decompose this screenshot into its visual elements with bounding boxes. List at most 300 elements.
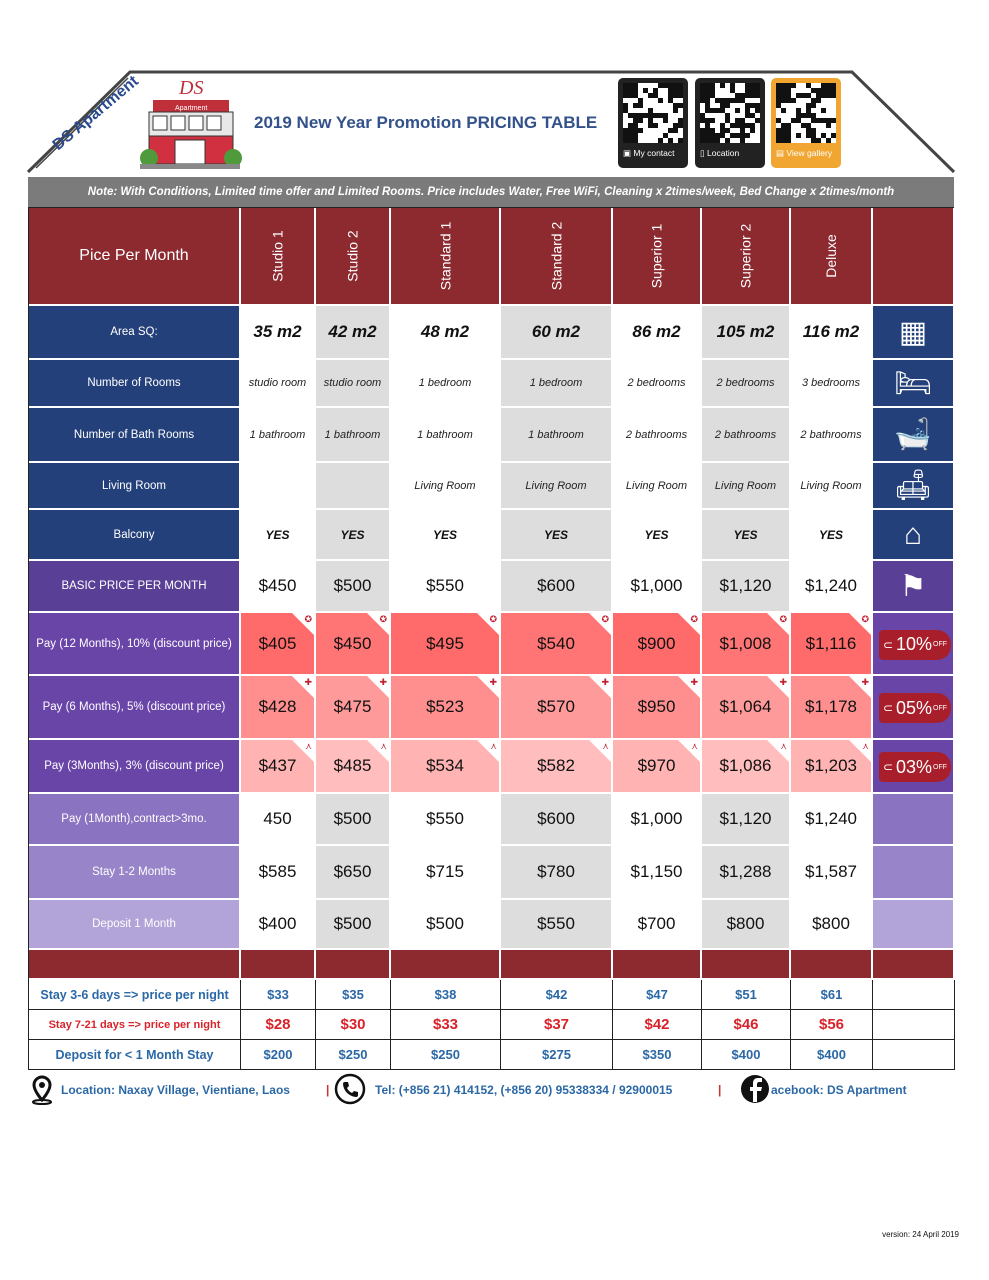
table-cell [613, 676, 702, 740]
corner-badge-icon: ✚ [849, 676, 871, 698]
facebook-icon[interactable] [740, 1074, 770, 1104]
cell-value: YES [733, 527, 758, 542]
table-cell [501, 794, 613, 846]
separator-band [791, 950, 873, 980]
cell-value: 35 m2 [253, 322, 302, 341]
cell-value: $400 [258, 914, 297, 933]
short-stay-value: $56 [791, 1010, 873, 1040]
cell-value: $1,178 [805, 697, 857, 716]
tag-hole-icon: ⊂ [882, 760, 894, 774]
corner-badge-icon: ⋏ [589, 740, 611, 762]
page-title: 2019 New Year Promotion PRICING TABLE [254, 113, 598, 132]
cell-value: $1,203 [805, 756, 857, 775]
table-cell [501, 463, 613, 510]
cell-value: $500 [333, 809, 372, 828]
qr-code-icon [776, 83, 836, 143]
cell-value: 2 bathrooms [714, 428, 777, 441]
cell-value: $1,288 [719, 862, 772, 881]
icon-cell [873, 794, 955, 846]
cell-value: $715 [426, 862, 464, 881]
short-stay-value: $33 [241, 980, 316, 1010]
phone-icon [334, 1073, 366, 1105]
cell-value: Living Room [414, 479, 476, 492]
corner-badge-icon: ✪ [589, 613, 611, 635]
separator-band [316, 950, 391, 980]
room-header [316, 208, 391, 306]
cell-value: 2 bedrooms [716, 377, 775, 389]
short-stay-label: Deposit for < 1 Month Stay [29, 1040, 241, 1070]
cell-value: $500 [426, 914, 464, 933]
balcony-icon: ⌂ [873, 510, 955, 561]
short-stay-value: $250 [391, 1040, 501, 1070]
cell-value: $1,587 [805, 862, 857, 881]
table-cell [702, 561, 791, 613]
table-cell [702, 463, 791, 510]
table-cell [791, 613, 873, 676]
row-label: Number of Bath Rooms [29, 408, 241, 463]
corner-badge-icon: ✪ [292, 613, 314, 635]
cell-value: $1,086 [719, 756, 772, 775]
table-cell [391, 613, 501, 676]
room-name: Superior 2 [737, 223, 754, 289]
cell-value: Living Room [800, 479, 862, 492]
table-cell [241, 463, 316, 510]
cell-value: $428 [258, 697, 297, 716]
cell-value: $585 [258, 862, 297, 881]
icon-header [873, 208, 955, 306]
corner-badge-icon: ✪ [678, 613, 700, 635]
room-name: Deluxe [823, 234, 839, 278]
room-header [613, 208, 702, 306]
footer-tel: Tel: (+856 21) 414152, (+856 20) 95338334 / 92900015 [375, 1083, 673, 1097]
cell-value: $570 [537, 697, 575, 716]
cell-value: 105 m2 [716, 322, 775, 341]
table-cell [613, 306, 702, 360]
table-cell [613, 463, 702, 510]
cell-value: $1,000 [630, 576, 683, 595]
table-cell [613, 740, 702, 794]
cell-value: $534 [426, 756, 464, 775]
table-cell [316, 510, 391, 561]
short-stay-value: $51 [702, 980, 791, 1010]
short-stay-value: $200 [241, 1040, 316, 1070]
short-stay-value: $350 [613, 1040, 702, 1070]
table-cell [316, 613, 391, 676]
table-cell [501, 510, 613, 561]
cell-value: YES [543, 527, 568, 542]
table-cell [241, 306, 316, 360]
qr-caption: View gallery [786, 148, 833, 158]
discount-tag [879, 752, 951, 782]
footer-facebook[interactable]: acebook: DS Apartment [771, 1083, 907, 1097]
cell-value: $450 [333, 633, 372, 653]
short-stay-blank [873, 980, 955, 1010]
short-stay-value: $37 [501, 1010, 613, 1040]
version-text: version: 24 April 2019 [882, 1230, 959, 1239]
table-cell [241, 510, 316, 561]
table-cell [316, 408, 391, 463]
table-cell [791, 561, 873, 613]
cell-value: $1,064 [719, 697, 772, 716]
cell-value: $600 [537, 576, 575, 595]
cell-value: 1 bathroom [528, 428, 584, 441]
row-label: Area SQ: [29, 306, 241, 360]
cell-value: $450 [258, 576, 297, 595]
table-cell [702, 676, 791, 740]
table-cell [501, 740, 613, 794]
brand-banner: DS Apartment [49, 72, 142, 154]
icon-cell [873, 676, 955, 740]
corner-badge-icon: ✚ [477, 676, 499, 698]
sofa-icon: 🛋 [873, 463, 955, 510]
cell-value: $550 [426, 809, 464, 828]
table-cell [791, 846, 873, 900]
table-cell [501, 408, 613, 463]
cell-value: $1,240 [805, 576, 857, 595]
table-cell [613, 613, 702, 676]
table-cell [391, 408, 501, 463]
short-stay-value: $30 [316, 1010, 391, 1040]
header [0, 0, 989, 175]
table-cell [791, 740, 873, 794]
cell-value: $485 [333, 756, 372, 775]
room-name: Standard 2 [548, 221, 564, 291]
cell-value: $437 [258, 756, 297, 775]
table-cell [241, 676, 316, 740]
table-cell [316, 561, 391, 613]
qr-code-icon [700, 83, 760, 143]
short-stay-value: $47 [613, 980, 702, 1010]
table-cell [791, 306, 873, 360]
cell-value: Living Room [625, 479, 688, 492]
corner-badge-icon: ✚ [589, 676, 611, 698]
short-stay-label: Stay 7-21 days => price per night [29, 1010, 241, 1040]
row-label: Balcony [29, 510, 241, 561]
cell-value: 86 m2 [632, 322, 681, 341]
table-cell [501, 900, 613, 950]
cell-value: 2 bedrooms [627, 377, 686, 389]
note-bar: Note: With Conditions, Limited time offer and Limited Rooms. Price includes Water, Free WiFi, Cleaning x 2times/week, Bed Change x 2times/month [28, 177, 954, 207]
corner-badge-icon: ✪ [477, 613, 499, 635]
table-cell [241, 740, 316, 794]
table-cell [791, 794, 873, 846]
cell-value: Living Room [525, 479, 587, 492]
cell-value: $550 [426, 576, 464, 595]
short-stay-value: $250 [316, 1040, 391, 1070]
bed-icon: 🛏 [873, 360, 955, 408]
table-cell [702, 360, 791, 408]
cell-value: $1,150 [630, 862, 683, 881]
cell-value: 116 m2 [802, 322, 860, 341]
cell-value: 1 bathroom [249, 428, 306, 441]
table-cell [391, 676, 501, 740]
table-cell [613, 510, 702, 561]
cell-value: 48 m2 [420, 322, 470, 341]
table-cell [613, 846, 702, 900]
footer-separator: | [326, 1083, 330, 1097]
cell-value: $900 [637, 633, 676, 653]
table-cell [316, 676, 391, 740]
table-cell [316, 900, 391, 950]
cell-value: $582 [537, 756, 575, 775]
table-cell [501, 561, 613, 613]
room-header [391, 208, 501, 306]
cell-value: Living Room [714, 479, 777, 492]
table-cell [391, 510, 501, 561]
contact-card-icon: ▣ [623, 148, 634, 158]
table-cell [241, 846, 316, 900]
room-name: Superior 1 [648, 223, 665, 289]
room-header [501, 208, 613, 306]
table-cell [241, 561, 316, 613]
short-stay-blank [873, 1010, 955, 1040]
table-cell [241, 408, 316, 463]
cell-value: YES [818, 527, 843, 542]
table-cell [702, 408, 791, 463]
icon-cell [873, 900, 955, 950]
phone-icon: ▯ [700, 148, 708, 158]
icon-cell [873, 740, 955, 794]
cell-value: $600 [537, 809, 575, 828]
tag-off: OFF [933, 704, 948, 712]
gallery-icon: ▤ [776, 148, 787, 158]
qr-gallery[interactable] [771, 78, 841, 168]
table-cell [501, 846, 613, 900]
cell-value: $970 [637, 756, 676, 775]
table-cell [391, 900, 501, 950]
cell-value: $405 [258, 633, 297, 653]
logo-text: DS [179, 77, 204, 99]
cell-value: 1 bathroom [417, 428, 473, 441]
table-corner-label: Pice Per Month [29, 208, 241, 306]
table-cell [501, 360, 613, 408]
qr-caption: My contact [633, 148, 675, 158]
separator-band [391, 950, 501, 980]
table-cell [702, 900, 791, 950]
table-cell [241, 613, 316, 676]
short-stay-value: $61 [791, 980, 873, 1010]
corner-badge-icon: ✚ [767, 676, 789, 698]
cell-value: studio room [323, 377, 382, 389]
row-label: Living Room [29, 463, 241, 510]
table-cell [391, 306, 501, 360]
cell-value: $495 [426, 633, 464, 653]
short-stay-value: $275 [501, 1040, 613, 1070]
tag-percent: 10% [896, 634, 933, 654]
table-cell [391, 463, 501, 510]
table-cell [391, 846, 501, 900]
tag-off: OFF [933, 763, 948, 771]
cell-value: 1 bedroom [418, 377, 472, 389]
row-label: Pay (1Month),contract>3mo. [29, 794, 241, 846]
location-pin-icon [30, 1075, 54, 1105]
table-cell [702, 306, 791, 360]
table-cell [613, 794, 702, 846]
corner-badge-icon: ⋏ [767, 740, 789, 762]
cell-value: $1,008 [719, 633, 772, 653]
cell-value: $1,240 [805, 809, 857, 828]
icon-cell [873, 613, 955, 676]
table-cell [391, 740, 501, 794]
table-cell [702, 846, 791, 900]
cell-value: $1,116 [805, 633, 857, 653]
room-header [241, 208, 316, 306]
row-label: Stay 1-2 Months [29, 846, 241, 900]
tag-hole-icon: ⊂ [882, 701, 894, 715]
cell-value: $800 [812, 914, 850, 933]
table-cell [791, 408, 873, 463]
cell-value: YES [340, 527, 365, 542]
footer-separator: | [718, 1083, 722, 1097]
footer-location: Location: Naxay Village, Vientiane, Laos [61, 1083, 290, 1097]
table-cell [613, 408, 702, 463]
table-cell [613, 900, 702, 950]
table-cell [501, 306, 613, 360]
cell-value: 1 bathroom [324, 428, 381, 441]
cell-value: $1,120 [719, 809, 772, 828]
cell-value: $475 [333, 697, 372, 716]
tag-off: OFF [933, 641, 948, 648]
short-stay-blank [873, 1040, 955, 1070]
table-cell [791, 360, 873, 408]
room-header [702, 208, 791, 306]
room-header [791, 208, 873, 306]
table-cell [501, 613, 613, 676]
cell-value: 60 m2 [531, 322, 581, 341]
cell-value: $500 [333, 914, 372, 933]
cell-value: $700 [637, 914, 676, 933]
short-stay-value: $35 [316, 980, 391, 1010]
row-label: Deposit 1 Month [29, 900, 241, 950]
short-stay-value: $33 [391, 1010, 501, 1040]
cell-value: $523 [426, 697, 464, 716]
cell-value: 2 bathrooms [800, 428, 862, 441]
cell-value: 2 bathrooms [625, 428, 688, 441]
separator-band [501, 950, 613, 980]
corner-badge-icon: ⋏ [678, 740, 700, 762]
table-cell [791, 463, 873, 510]
table-cell [613, 561, 702, 613]
short-stay-value: $42 [501, 980, 613, 1010]
svg-text:Apartment: Apartment [175, 105, 208, 112]
cell-value: YES [265, 527, 290, 542]
row-label: Pay (12 Months), 10% (discount price) [29, 613, 241, 676]
cell-value: $540 [537, 633, 575, 653]
cell-value: $1,120 [719, 576, 772, 595]
cell-value: YES [644, 527, 669, 542]
table-cell [241, 794, 316, 846]
short-stay-value: $28 [241, 1010, 316, 1040]
table-cell [391, 360, 501, 408]
separator-band [613, 950, 702, 980]
cell-value: 3 bedrooms [801, 377, 861, 389]
cell-value: 450 [263, 809, 292, 828]
table-cell [241, 360, 316, 408]
room-name: Studio 2 [344, 230, 361, 282]
logo [135, 76, 245, 174]
table-cell [702, 740, 791, 794]
cell-value: $500 [333, 576, 372, 595]
cell-value: $650 [333, 862, 372, 881]
room-floor-icon: ▦ [873, 306, 955, 360]
corner-badge-icon: ✚ [678, 676, 700, 698]
corner-badge-icon: ⋏ [849, 740, 871, 762]
table-cell [316, 306, 391, 360]
table-cell [316, 794, 391, 846]
corner-badge-icon: ✪ [767, 613, 789, 635]
table-cell [702, 510, 791, 561]
corner-badge-icon: ⋏ [292, 740, 314, 762]
cell-value: studio room [248, 377, 307, 389]
short-stay-value: $42 [613, 1010, 702, 1040]
short-stay-value: $400 [702, 1040, 791, 1070]
corner-badge-icon: ⋏ [367, 740, 389, 762]
icon-cell [873, 846, 955, 900]
separator-band [29, 950, 241, 980]
cell-value: $800 [726, 914, 765, 933]
corner-badge-icon: ✪ [849, 613, 871, 635]
corner-badge-icon: ⋏ [477, 740, 499, 762]
table-cell [501, 676, 613, 740]
separator-band [873, 950, 955, 980]
table-cell [791, 510, 873, 561]
qr-location[interactable] [695, 78, 765, 168]
separator-band [702, 950, 791, 980]
cell-value: $1,000 [630, 809, 683, 828]
corner-badge-icon: ✚ [367, 676, 389, 698]
qr-caption: Location [707, 148, 740, 158]
cell-value: 1 bedroom [529, 377, 583, 389]
row-label: BASIC PRICE PER MONTH [29, 561, 241, 613]
discount-tag [879, 693, 951, 723]
table-cell [316, 360, 391, 408]
row-label: Pay (6 Months), 5% (discount price) [29, 676, 241, 740]
qr-contact[interactable] [618, 78, 688, 168]
table-cell [316, 740, 391, 794]
table-cell [316, 846, 391, 900]
bathtub-icon: 🛁 [873, 408, 955, 463]
table-cell [316, 463, 391, 510]
cell-value: YES [432, 527, 457, 542]
table-cell [702, 794, 791, 846]
pricing-table [28, 207, 954, 1070]
table-cell [702, 613, 791, 676]
cell-value: 42 m2 [328, 322, 377, 341]
cell-value: $950 [637, 697, 676, 716]
room-name: Standard 1 [437, 221, 453, 291]
row-label: Pay (3Months), 3% (discount price) [29, 740, 241, 794]
separator-band [241, 950, 316, 980]
short-stay-value: $400 [791, 1040, 873, 1070]
table-cell [241, 900, 316, 950]
flag-icon: ⚑ [873, 561, 955, 613]
table-cell [791, 900, 873, 950]
corner-badge-icon: ✚ [292, 676, 314, 698]
tag-percent: 03% [896, 756, 933, 777]
table-cell [791, 676, 873, 740]
short-stay-label: Stay 3-6 days => price per night [29, 980, 241, 1010]
table-cell [391, 794, 501, 846]
tag-hole-icon: ⊂ [882, 637, 894, 652]
table-cell [613, 360, 702, 408]
cell-value: $550 [537, 914, 575, 933]
cell-value: $780 [537, 862, 575, 881]
room-name: Studio 1 [269, 230, 286, 282]
row-label: Number of Rooms [29, 360, 241, 408]
short-stay-value: $38 [391, 980, 501, 1010]
short-stay-value: $46 [702, 1010, 791, 1040]
corner-badge-icon: ✪ [367, 613, 389, 635]
